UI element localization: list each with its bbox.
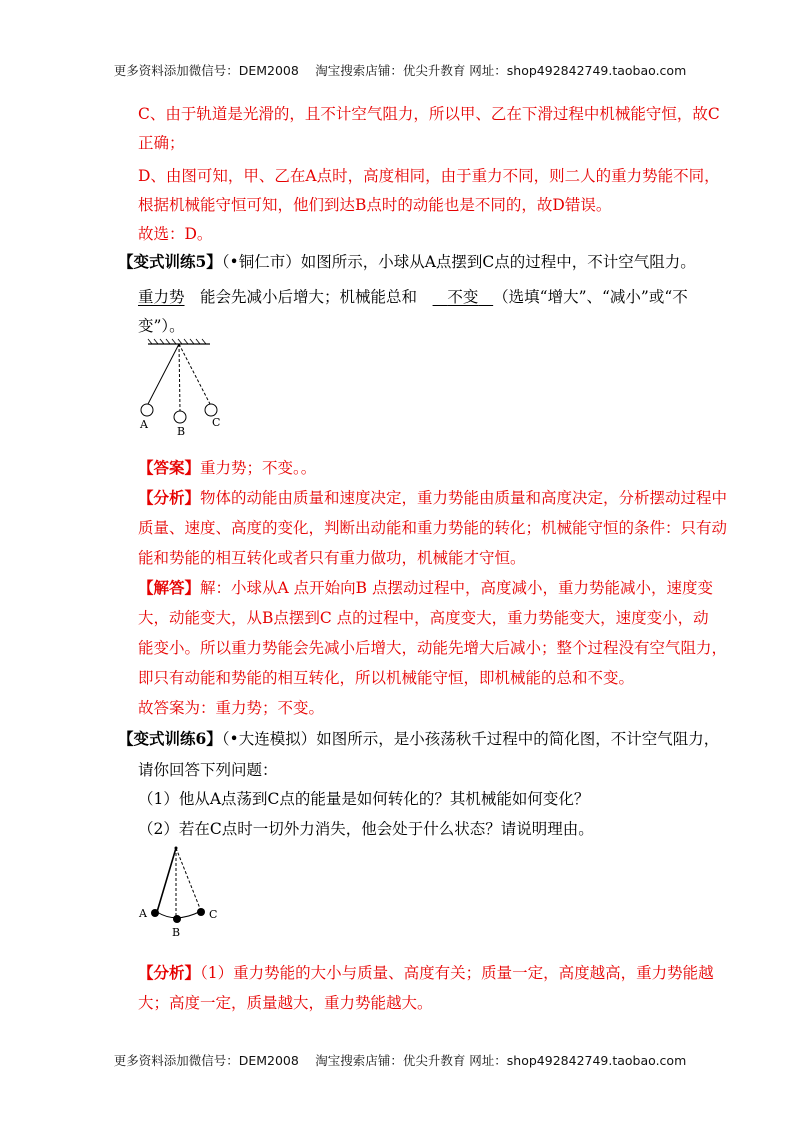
- q6-sub-2: （2）若在C点时一切外力消失，他会处于什么状态？请说明理由。: [138, 820, 594, 838]
- q6-tag: 【变式训练6】: [118, 729, 222, 748]
- label-c: C: [212, 416, 221, 429]
- label-a: A: [139, 907, 147, 920]
- analysis-tag: 【分析】: [138, 488, 201, 507]
- q6-stem: [118, 727, 719, 749]
- q5-stem: [118, 250, 696, 272]
- ball-c: [205, 404, 217, 416]
- rope-c: [176, 848, 201, 911]
- q6-sub-1: （1）他从A点荡到C点的能量是如何转化的？其机械能如何变化？: [138, 790, 590, 808]
- q5-stem-text: （•铜仁市）如图所示，小球从A点摆到C点的过程中，不计空气阻力。: [221, 253, 696, 271]
- analysis-tag: 【分析】: [138, 963, 201, 982]
- q6-analysis-2: 大；高度一定，质量越大，重力势能越大。: [138, 994, 433, 1012]
- choice-line: 故选：D。: [138, 225, 213, 243]
- q5-tag: 【变式训练5】: [118, 252, 222, 271]
- q5-analysis-2: 质量、速度、高度的变化，判断出动能和重力势能的转化；机械能守恒的条件：只有动: [138, 519, 728, 537]
- page-footer: 更多资料添加微信号：DEM2008 淘宝搜索店铺：优尖升教育 网址：shop492842749.taobao.com: [113, 1053, 687, 1068]
- string-b: [179, 344, 180, 411]
- q5-analysis-1: 【分析】物体的动能由质量和速度决定，重力势能由质量和高度决定，分析摆动过程中: [138, 488, 728, 507]
- q5-solution-4: 即只有动能和势能的相互转化，所以机械能守恒，即机械能的总和不变。: [138, 669, 635, 687]
- q6-stem-2: 请你回答下列问题：: [138, 761, 278, 779]
- q5-blank-1: 重力势: [138, 288, 185, 306]
- string-c: [179, 344, 210, 404]
- child-c: [197, 908, 205, 916]
- swing-figure: [135, 844, 225, 940]
- q5-analysis-3: 能和势能的相互转化或者只有重力做功，机械能才守恒。: [138, 549, 526, 567]
- option-d-line-2: 根据机械能守恒可知，他们到达B点时的动能也是不同的，故D错误。: [138, 196, 612, 214]
- q5-solution-3: 能变小。所以重力势能会先减小后增大，动能先增大后减小；整个过程没有空气阻力，: [138, 639, 728, 657]
- q5-blank-2: 不变: [447, 288, 479, 306]
- option-c-line-1: C、由于轨道是光滑的，且不计空气阻力，所以甲、乙在下滑过程中机械能守恒，故C: [138, 105, 720, 123]
- q5-solution-1: 【解答】解：小球从A 点开始向B 点摆动过程中，高度减小，重力势能减小，速度变: [138, 578, 713, 597]
- child-b: [173, 915, 181, 923]
- label-c: C: [209, 908, 218, 921]
- q5-final: 故答案为：重力势；不变。: [138, 699, 325, 717]
- q5-tail-text: （选填“增大”、“减小”或“不: [493, 288, 688, 306]
- q5-tail-line: 变”）。: [138, 317, 185, 335]
- option-d-line-1: D、由图可知，甲、乙在A点时，高度相同，由于重力不同，则二人的重力势能不同，: [138, 167, 720, 185]
- q6-stem-text: （•大连模拟）如图所示，是小孩荡秋千过程中的简化图，不计空气阻力，: [221, 730, 720, 748]
- rope-a: [157, 848, 176, 912]
- label-b: B: [177, 425, 186, 438]
- q5-mid-text: 能会先减小后增大；机械能总和: [200, 288, 418, 306]
- page-header: 更多资料添加微信号：DEM2008 淘宝搜索店铺：优尖升教育 网址：shop492842749.taobao.com: [113, 63, 687, 78]
- child-a: [151, 909, 159, 917]
- pendulum-figure: [138, 338, 221, 438]
- q5-answer: 【答案】重力势；不变。。: [138, 458, 317, 477]
- solution-tag: 【解答】: [138, 578, 201, 597]
- label-a: A: [140, 418, 148, 431]
- label-b: B: [172, 926, 181, 939]
- ball-a: [141, 404, 153, 416]
- q5-blanks-line: [138, 285, 688, 307]
- q6-analysis-1: 【分析】（1）重力势能的大小与质量、高度有关；质量一定，高度越高，重力势能越: [138, 963, 714, 982]
- q5-solution-2: 大，动能变大，从B点摆到C 点的过程中，高度变大，重力势能变大，速度变小，动: [138, 609, 709, 627]
- ball-b: [174, 411, 186, 423]
- answer-tag: 【答案】: [138, 458, 201, 477]
- option-c-line-2: 正确；: [138, 134, 185, 152]
- string-a: [148, 344, 179, 404]
